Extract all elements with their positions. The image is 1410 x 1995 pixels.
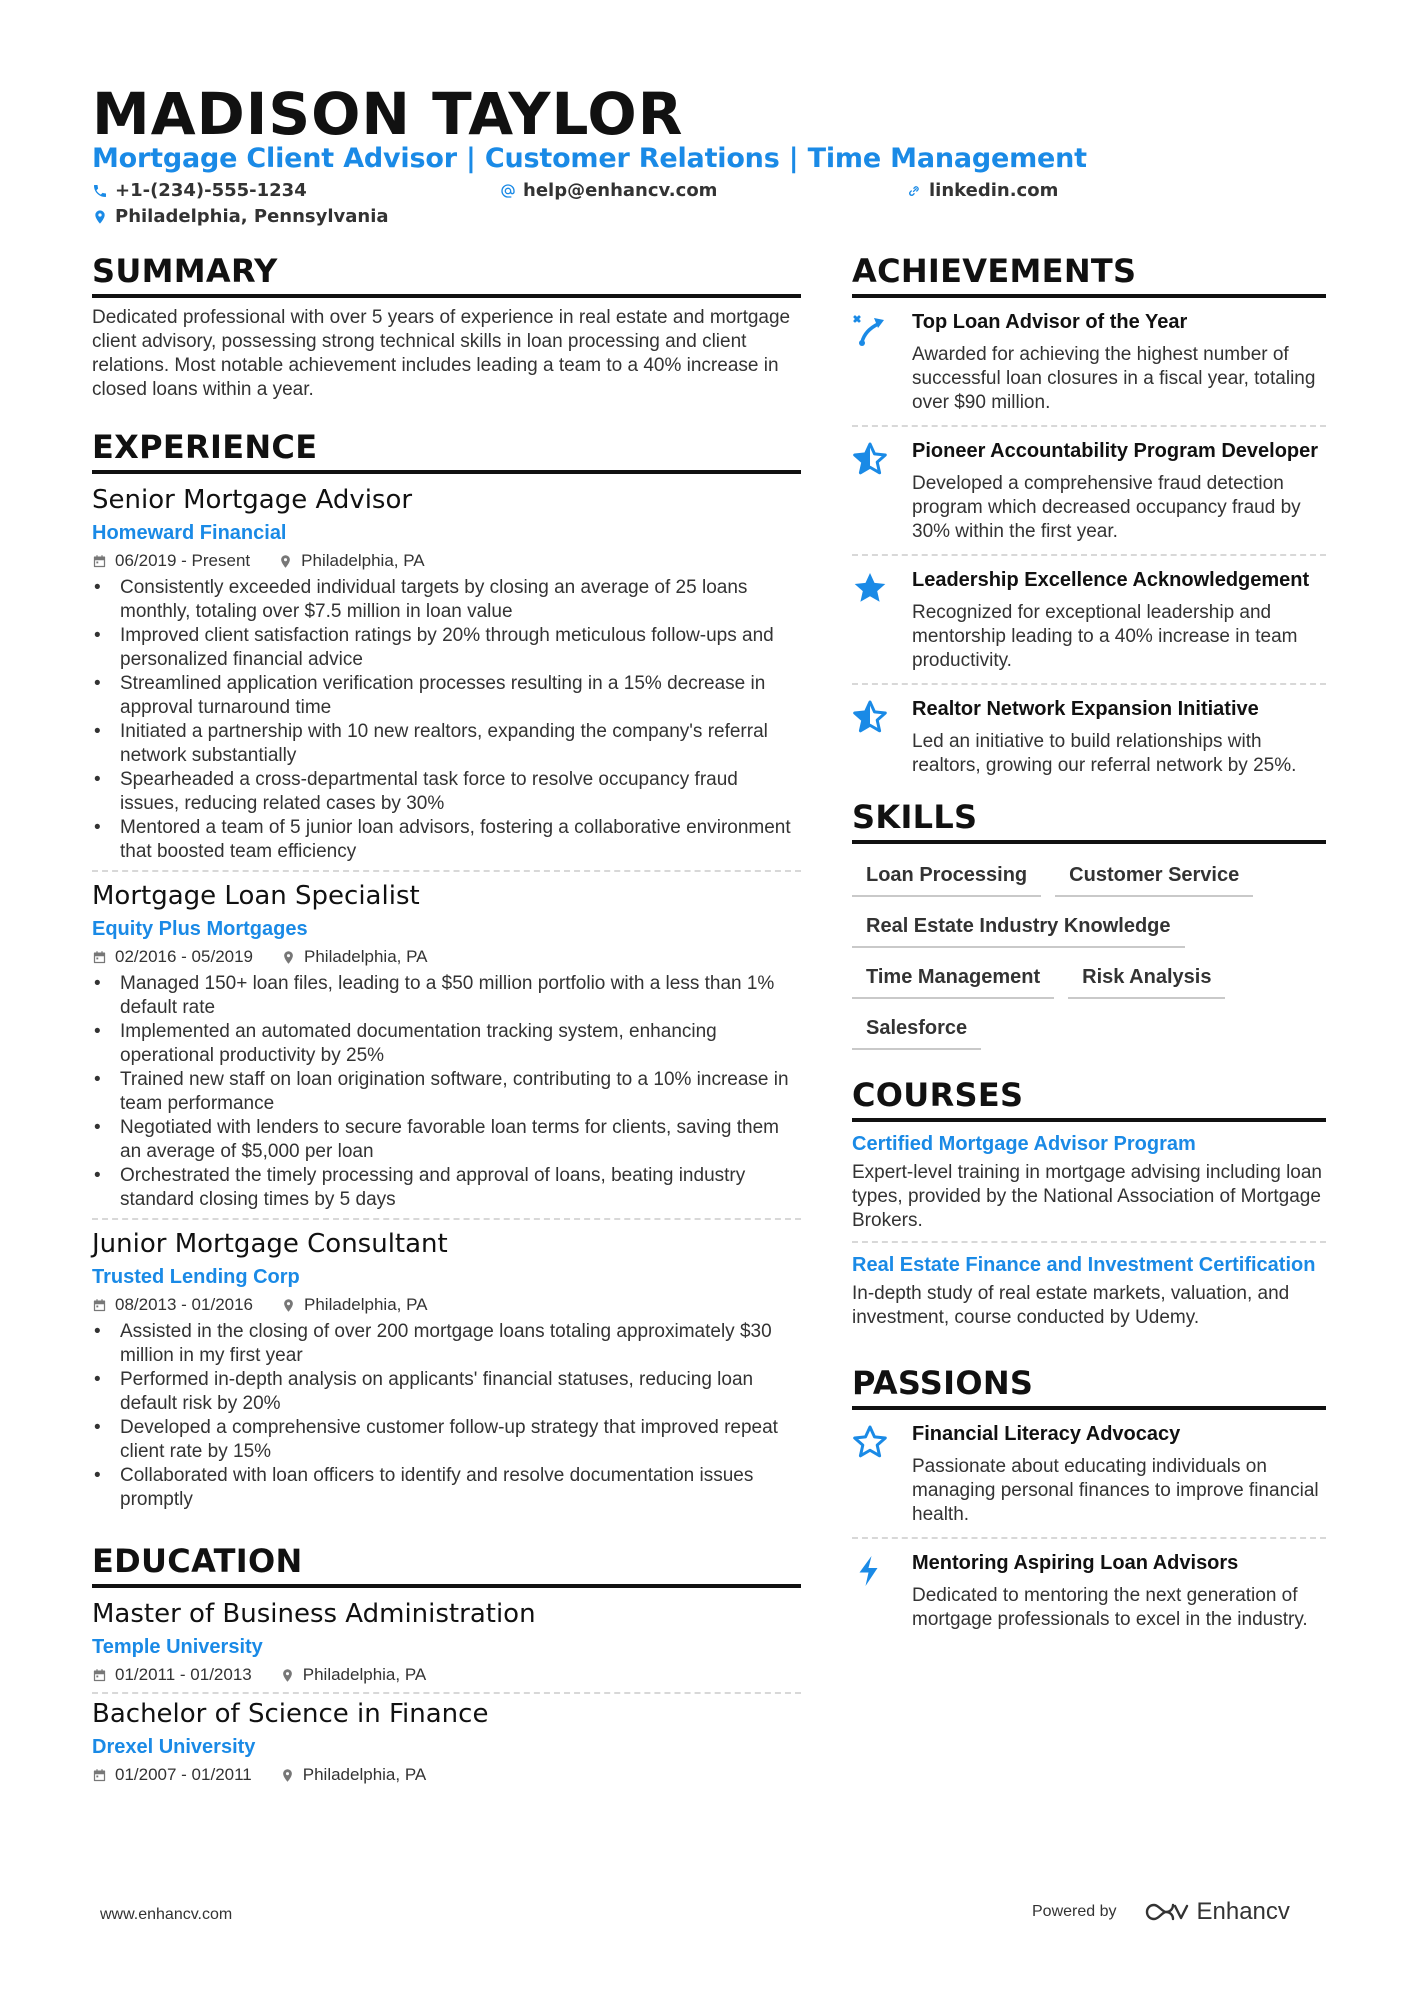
location-pin-icon [281, 1298, 296, 1313]
course-item [852, 1122, 1326, 1241]
education-dates [92, 1764, 252, 1786]
powered-by-label: Powered by [1032, 1903, 1117, 1920]
job-bullets [92, 972, 801, 1212]
bullet-item: • Consistently exceeded individual targets by closing an average of 25 loans monthly, totaling over $7.5 million in loan value [92, 576, 801, 624]
skill-tag: Salesforce [852, 1013, 981, 1050]
bullet-item: • Streamlined application verification processes resulting in a 15% decrease in approval turnaround time [92, 672, 801, 720]
job-location-text: Philadelphia, PA [304, 947, 428, 966]
job-dates [92, 1294, 253, 1316]
passion-desc: Passionate about educating individuals on managing personal finances to improve financial health. [912, 1456, 1319, 1525]
bullet-item: • Developed a comprehensive customer follow-up strategy that improved repeat client rate by 15% [92, 1416, 801, 1464]
degree-title: Master of Business Administration [92, 1599, 536, 1629]
experience-entry [92, 1218, 801, 1518]
job-location [278, 550, 425, 572]
lightning-icon [852, 1553, 888, 1589]
job-title: Mortgage Loan Specialist [92, 881, 420, 911]
candidate-tagline: Mortgage Client Advisor | Customer Relations | Time Management [92, 143, 1087, 174]
contact-linkedin[interactable] [906, 180, 1058, 201]
education-meta [92, 1664, 801, 1686]
phone-text: +1-(234)-555-1234 [115, 180, 307, 201]
company-name: Trusted Lending Corp [92, 1266, 300, 1288]
powered-by [1032, 1898, 1290, 1926]
trajectory-icon [852, 312, 888, 348]
achievement-desc: Led an initiative to build relationships with realtors, growing our referral network by 25%. [912, 731, 1297, 776]
education-entry [92, 1598, 801, 1692]
achievements-heading: ACHIEVEMENTS [852, 252, 1326, 298]
bullet-item: • Managed 150+ loan files, leading to a $50 million portfolio with a less than 1% default rate [92, 972, 801, 1020]
courses-heading: COURSES [852, 1076, 1326, 1122]
education-heading: EDUCATION [92, 1542, 801, 1588]
school-name: Drexel University [92, 1736, 256, 1758]
skills-heading: SKILLS [852, 798, 1326, 844]
passion-item [852, 1410, 1326, 1537]
job-meta [92, 946, 801, 968]
job-location-text: Philadelphia, PA [301, 551, 425, 570]
course-desc: Expert-level training in mortgage advising including loan types, provided by the National Association of Mortgage Brokers. [852, 1162, 1322, 1231]
job-dates-text: 08/2013 - 01/2016 [115, 1295, 254, 1314]
calendar-icon [92, 950, 107, 965]
course-title: Certified Mortgage Advisor Program [852, 1133, 1196, 1155]
location-pin-icon [281, 950, 296, 965]
calendar-icon [92, 1298, 107, 1313]
skill-tag: Risk Analysis [1068, 962, 1225, 999]
job-title: Senior Mortgage Advisor [92, 485, 413, 515]
passion-item [852, 1537, 1326, 1642]
skill-tag: Customer Service [1055, 860, 1253, 897]
job-meta [92, 550, 801, 572]
experience-entry [92, 870, 801, 1218]
bullet-item: • Initiated a partnership with 10 new realtors, expanding the company's referral network substantially [92, 720, 801, 768]
achievement-title: Top Loan Advisor of the Year [912, 311, 1188, 333]
bullet-item: • Implemented an automated documentation tracking system, enhancing operational productivity by 25% [92, 1020, 801, 1068]
education-dates-text: 01/2007 - 01/2011 [115, 1765, 252, 1784]
bullet-item: • Orchestrated the timely processing and approval of loans, beating industry standard closing times by 5 days [92, 1164, 801, 1212]
star-filled-icon [852, 570, 888, 606]
contact-email[interactable] [500, 180, 717, 201]
enhancv-logo-icon [1143, 1901, 1189, 1923]
achievement-item [852, 425, 1326, 554]
achievement-item [852, 298, 1326, 425]
passion-title: Financial Literacy Advocacy [912, 1423, 1181, 1445]
job-bullets [92, 1320, 801, 1512]
bullet-item: • Improved client satisfaction ratings by 20% through meticulous follow-ups and personalized financial advice [92, 624, 801, 672]
location-text: Philadelphia, Pennsylvania [115, 206, 389, 227]
job-dates-text: 02/2016 - 05/2019 [115, 947, 254, 966]
passions-heading: PASSIONS [852, 1364, 1326, 1410]
right-column [852, 252, 1326, 1642]
achievement-item [852, 683, 1326, 788]
education-location [280, 1664, 427, 1686]
passion-desc: Dedicated to mentoring the next generation of mortgage professionals to excel in the industry. [912, 1585, 1308, 1630]
achievement-title: Pioneer Accountability Program Developer [912, 440, 1319, 462]
star-half-icon [852, 441, 888, 477]
course-title: Real Estate Finance and Investment Certification [852, 1254, 1316, 1276]
at-icon [500, 183, 516, 199]
achievement-desc: Recognized for exceptional leadership and mentorship leading to a 40% increase in team productivity. [912, 602, 1298, 671]
job-title: Junior Mortgage Consultant [92, 1229, 448, 1259]
course-item [852, 1241, 1326, 1338]
course-desc: In-depth study of real estate markets, valuation, and investment, course conducted by Udemy. [852, 1283, 1290, 1328]
education-meta [92, 1764, 801, 1786]
skill-tag: Time Management [852, 962, 1054, 999]
experience-heading: EXPERIENCE [92, 428, 801, 474]
education-dates [92, 1664, 252, 1686]
left-column [92, 252, 801, 1792]
school-name: Temple University [92, 1636, 263, 1658]
footer-url[interactable]: www.enhancv.com [100, 1906, 233, 1923]
job-location [281, 1294, 428, 1316]
skills-list [852, 860, 1326, 1050]
location-pin-icon [280, 1768, 295, 1783]
achievement-title: Realtor Network Expansion Initiative [912, 698, 1259, 720]
company-name: Homeward Financial [92, 522, 287, 544]
location-pin-icon [92, 209, 108, 225]
job-bullets [92, 576, 801, 864]
bullet-item: • Spearheaded a cross-departmental task force to resolve occupancy fraud issues, reducing related cases by 30% [92, 768, 801, 816]
job-dates-text: 06/2019 - Present [115, 551, 251, 570]
calendar-icon [92, 554, 107, 569]
bullet-item: • Collaborated with loan officers to identify and resolve documentation issues promptly [92, 1464, 801, 1512]
education-location-text: Philadelphia, PA [302, 1665, 427, 1684]
email-text: help@enhancv.com [523, 180, 718, 201]
bullet-item: • Mentored a team of 5 junior loan advisors, fostering a collaborative environment that boosted team efficiency [92, 816, 801, 864]
bullet-item: • Assisted in the closing of over 200 mortgage loans totaling approximately $30 million in my first year [92, 1320, 801, 1368]
achievement-item [852, 554, 1326, 683]
location-pin-icon [280, 1668, 295, 1683]
phone-icon [92, 183, 108, 199]
job-location-text: Philadelphia, PA [304, 1295, 428, 1314]
location-pin-icon [278, 554, 293, 569]
link-icon [906, 183, 922, 199]
education-dates-text: 01/2011 - 01/2013 [115, 1665, 252, 1684]
degree-title: Bachelor of Science in Finance [92, 1699, 489, 1729]
contact-phone[interactable] [92, 180, 307, 201]
star-outline-icon [852, 1424, 888, 1460]
achievement-title: Leadership Excellence Acknowledgement [912, 569, 1310, 591]
contact-location [92, 206, 389, 227]
bullet-item: • Trained new staff on loan origination software, contributing to a 10% increase in team performance [92, 1068, 801, 1116]
bullet-item: • Performed in-depth analysis on applicants' financial statuses, reducing loan default risk by 20% [92, 1368, 801, 1416]
job-location [281, 946, 428, 968]
linkedin-text: linkedin.com [929, 180, 1059, 201]
education-location-text: Philadelphia, PA [302, 1765, 427, 1784]
experience-entry [92, 484, 801, 870]
job-dates [92, 550, 250, 572]
brand-logo[interactable] [1143, 1898, 1290, 1926]
brand-name: Enhancv [1196, 1898, 1290, 1925]
job-dates [92, 946, 253, 968]
achievement-desc: Developed a comprehensive fraud detection program which decreased occupancy fraud by 30% within the first year. [912, 473, 1301, 542]
job-meta [92, 1294, 801, 1316]
achievement-desc: Awarded for achieving the highest number of successful loan closures in a fiscal year, totaling over $90 million. [912, 344, 1316, 413]
calendar-icon [92, 1668, 107, 1683]
skill-tag: Loan Processing [852, 860, 1041, 897]
summary-text: Dedicated professional with over 5 years of experience in real estate and mortgage client advisory, possessing strong technical skills in loan processing and client relations. Most notable achievement includes leading a team to a 40% increase in closed loans within a year. [92, 307, 791, 400]
education-location [280, 1764, 427, 1786]
bullet-item: • Negotiated with lenders to secure favorable loan terms for clients, saving them an average of $5,000 per loan [92, 1116, 801, 1164]
candidate-name: MADISON TAYLOR [92, 80, 684, 148]
passion-title: Mentoring Aspiring Loan Advisors [912, 1552, 1239, 1574]
calendar-icon [92, 1768, 107, 1783]
star-half-icon [852, 699, 888, 735]
education-entry [92, 1692, 801, 1792]
skill-tag: Real Estate Industry Knowledge [852, 911, 1185, 948]
company-name: Equity Plus Mortgages [92, 918, 308, 940]
summary-heading: SUMMARY [92, 252, 801, 298]
